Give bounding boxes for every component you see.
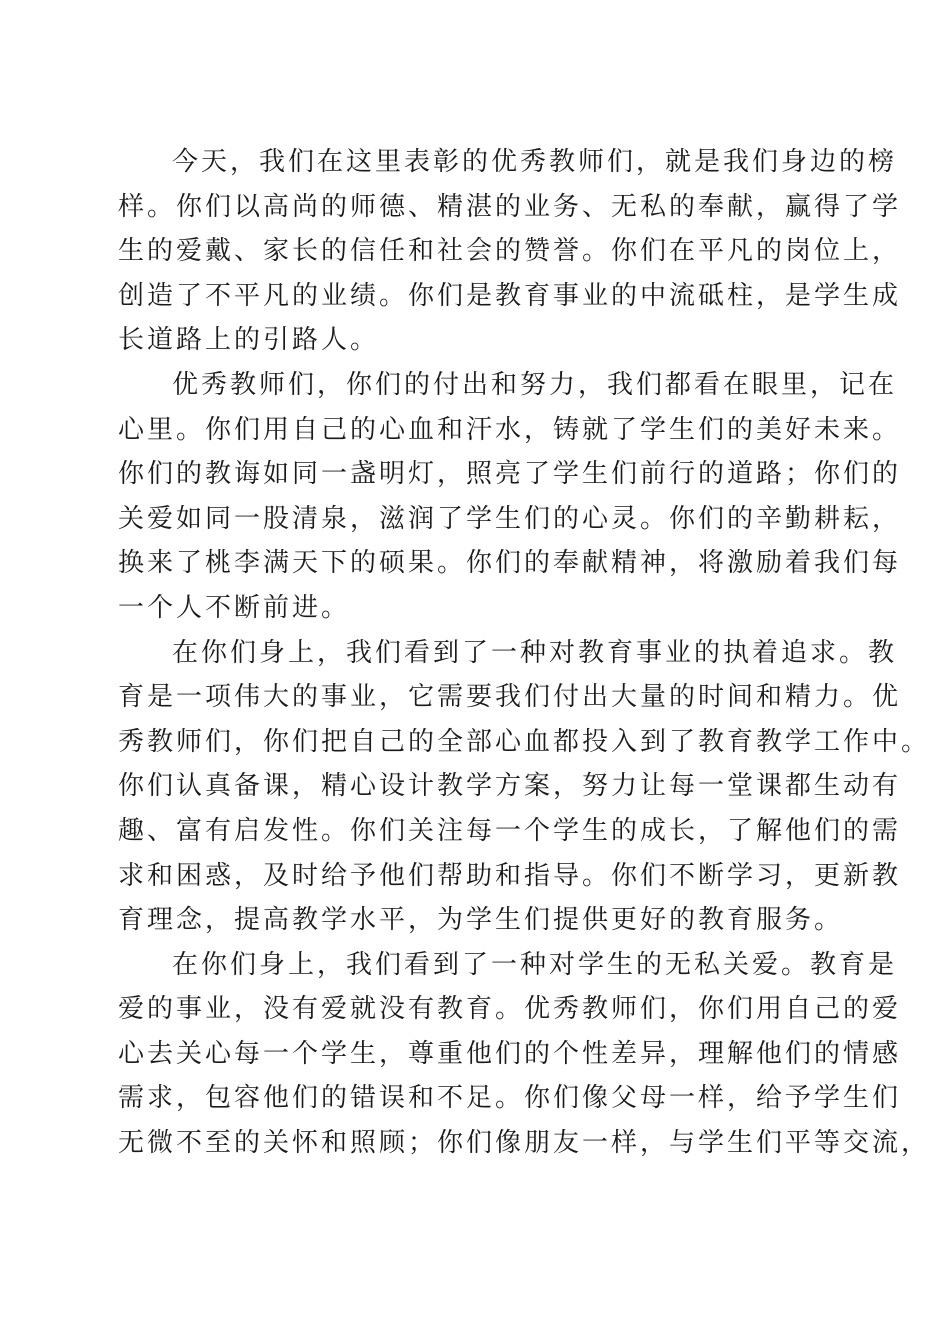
text-line: 需求，包容他们的错误和不足。你们像父母一样，给予学生们	[118, 1083, 902, 1114]
text-line: 在你们身上，我们看到了一种对学生的无私关爱。教育是	[172, 949, 898, 980]
text-line: 你们认真备课，精心设计教学方案，努力让每一堂课都生动有	[118, 771, 902, 802]
paragraph-1	[118, 140, 902, 363]
text-line: 育理念，提高教学水平，为学生们提供更好的教育服务。	[118, 905, 844, 936]
text-line: 在你们身上，我们看到了一种对教育事业的执着追求。教	[172, 637, 898, 668]
text-line: 样。你们以高尚的师德、精湛的业务、无私的奉献，赢得了学	[118, 191, 902, 222]
text-line: 长道路上的引路人。	[118, 325, 380, 356]
document-body	[118, 140, 931, 1166]
paragraph-3	[118, 631, 931, 943]
text-line: 趣、富有启发性。你们关注每一个学生的成长，了解他们的需	[118, 815, 902, 846]
text-line: 育是一项伟大的事业，它需要我们付出大量的时间和精力。优	[118, 682, 902, 713]
text-line: 生的爱戴、家长的信任和社会的赞誉。你们在平凡的岗位上，	[118, 236, 902, 267]
paragraph-4	[118, 943, 931, 1166]
text-line: 心去关心每一个学生，尊重他们的个性差异，理解他们的情感	[118, 1038, 902, 1069]
text-line: 今天，我们在这里表彰的优秀教师们，就是我们身边的榜	[172, 147, 898, 177]
text-line: 无微不至的关怀和照顾；你们像朋友一样，与学生们平等交流，	[118, 1128, 931, 1159]
text-line: 优秀教师们，你们的付出和努力，我们都看在眼里，记在	[172, 369, 898, 400]
text-line: 秀教师们，你们把自己的全部心血都投入到了教育教学工作中。	[118, 726, 931, 757]
text-line: 一个人不断前进。	[118, 592, 351, 623]
text-line: 求和困惑，及时给予他们帮助和指导。你们不断学习，更新教	[118, 860, 902, 891]
text-line: 关爱如同一股清泉，滋润了学生们的心灵。你们的辛勤耕耘，	[118, 503, 902, 534]
text-line: 换来了桃李满天下的硕果。你们的奉献精神，将激励着我们每	[118, 548, 902, 579]
text-line: 创造了不平凡的业绩。你们是教育事业的中流砥柱，是学生成	[118, 280, 902, 311]
text-line: 你们的教诲如同一盏明灯，照亮了学生们前行的道路；你们的	[118, 459, 902, 490]
text-line: 爱的事业，没有爱就没有教育。优秀教师们，你们用自己的爱	[118, 994, 902, 1025]
paragraph-2	[118, 363, 902, 631]
text-line: 心里。你们用自己的心血和汗水，铸就了学生们的美好未来。	[118, 414, 902, 445]
